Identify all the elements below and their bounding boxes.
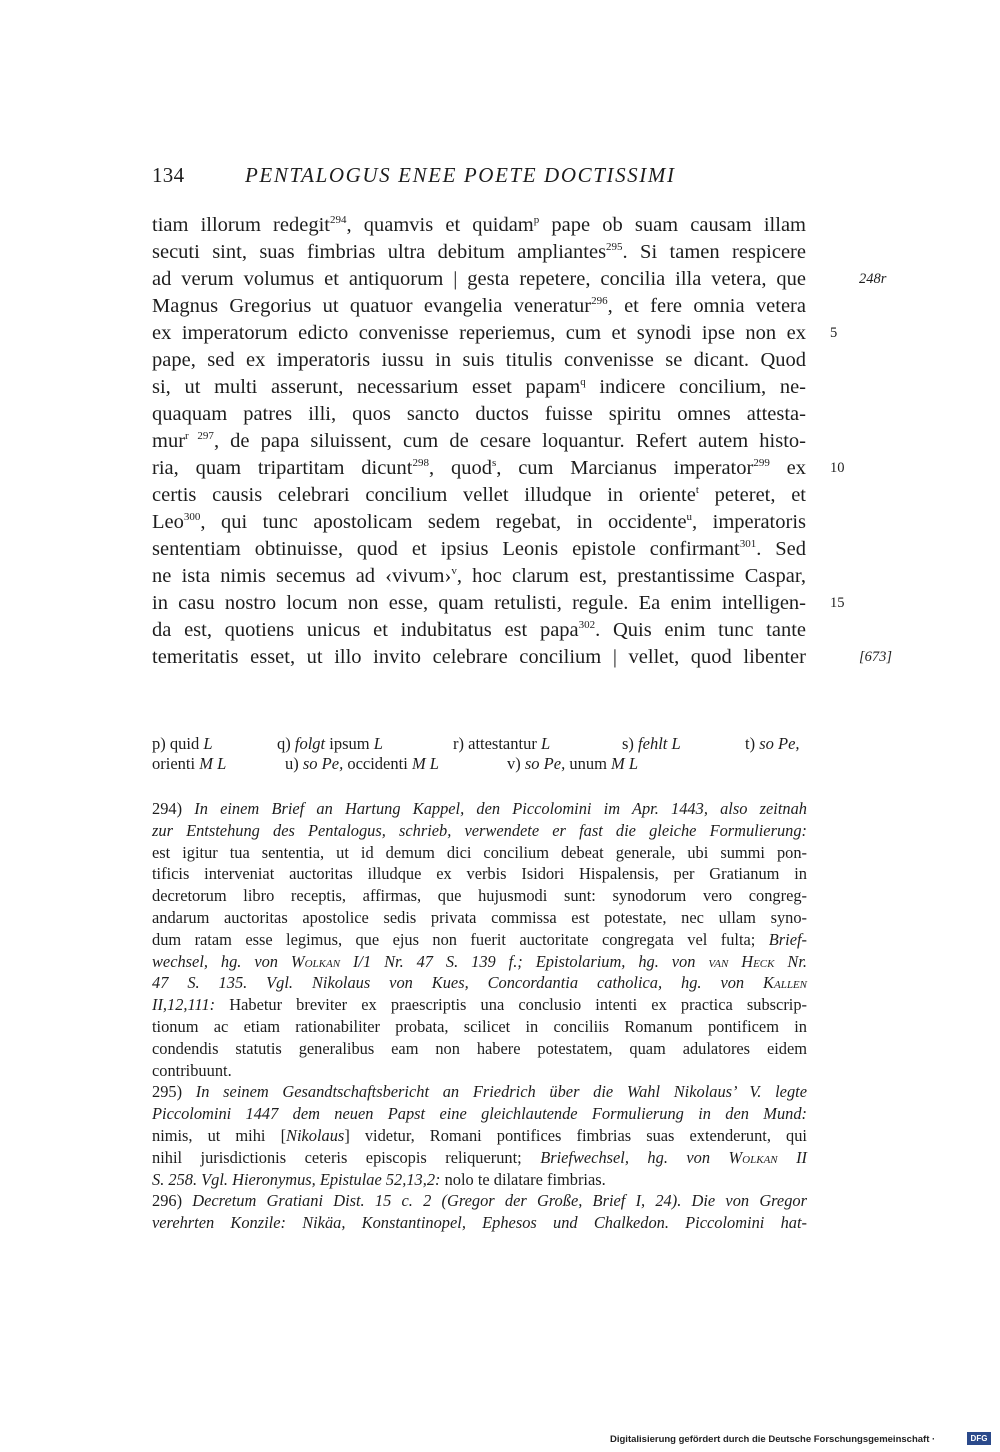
apparatus-entry: orienti M L [152, 754, 227, 773]
apparatus-entry: r) attestantur L [453, 734, 551, 753]
footnote-marker: 300 [183, 511, 201, 524]
footnote-line: 47 S. 135. Vgl. Nikolaus von Kues, Concordantia catholica, hg. von Kallen [152, 973, 807, 993]
page-number: 134 [152, 163, 185, 187]
text-line: tiam illorum redegit$^{294}$, quamvis et quidam$^p$ pape ob suam causam illam [152, 214, 806, 236]
footnote-line: verehrten Konzile: Nikäa, Konstantinopel, Ephesos und Chalkedon. Piccolomini hat- [152, 1213, 807, 1233]
text-line: pape, sed ex imperatoris iussu in suis titulis convenisse se dicant. Quod [152, 349, 806, 371]
text-line: Leo$^{300}$, qui tunc apostolicam sedem regebat, in occidente$^u$, imperatoris [152, 511, 806, 533]
apparatus-entry: s) fehlt L [622, 734, 681, 753]
folio-marker: [673] [859, 649, 893, 665]
text-line: da est, quotiens unicus et indubitatus est papa$^{302}$. Quis enim tunc tante [152, 619, 806, 641]
text-line: secuti sint, suas fimbrias ultra debitum ampliantes$^{295}$. Si tamen respicere [152, 241, 806, 263]
footnote-marker: s [491, 457, 497, 470]
apparatus-entry: p) quid L [152, 734, 213, 753]
footnote-marker: v [451, 565, 457, 578]
folio-marker: 248r [859, 271, 887, 287]
apparatus-row [152, 754, 807, 774]
text-line: sententiam obtinuisse, quod et ipsius Leonis epistole confirmant$^{301}$. Sed [152, 538, 807, 560]
text-line: ex imperatorum edicto convenisse reperiemus, cum et synodi ipse non ex [152, 322, 806, 344]
footnote-line: condendis statutis generalibus eam non habere potestatem, quam adulatores eidem [152, 1038, 807, 1058]
footnote-line: tionum ac etiam rationabiliter probata, scilicet in conciliis Romanum pontificem in [152, 1016, 807, 1036]
apparatus-entry: t) so Pe, [745, 734, 800, 753]
footnote-marker: 299 [753, 457, 770, 470]
footnote-marker: 298 [412, 457, 430, 470]
footnote-line: dum ratam esse legimus, que ejus non fuerit auctoritate congregata vel fulta; Brief- [152, 929, 807, 949]
text-line: Magnus Gregorius ut quatuor evangelia veneratur$^{296}$, et fere omnia vetera [152, 295, 806, 317]
footnote-marker: 302 [578, 619, 596, 632]
apparatus-row [152, 734, 807, 754]
footnote-line: nimis, ut mihi [Nikolaus] videtur, Romani pontifices fimbrias suas extenderunt, qui [152, 1125, 807, 1145]
footnote-marker: 296 [591, 295, 608, 308]
footnote-line: nihil jurisdictionis ceteris episcopis reliquerunt; Briefwechsel, hg. von Wolkan II [152, 1147, 808, 1167]
footnote-line: andarum auctoritas apostolice sedis privata commissa est potestate, nec ullam syno- [152, 907, 807, 927]
text-line: ne ista nimis secemus ad ‹vivum›$^v$, hoc clarum est, prestantissime Caspar, [152, 565, 806, 587]
line-number: 15 [830, 595, 845, 611]
apparatus-entry: v) so Pe, unum M L [507, 754, 639, 773]
footnote-line: wechsel, hg. von Wolkan I/1 Nr. 47 S. 139 f.; Epistolarium, hg. von van Heck Nr. [152, 951, 807, 971]
line-number: 10 [830, 460, 845, 476]
text-line: in casu nostro locum non esse, quam retulisti, regule. Ea enim intelligen- [152, 592, 806, 614]
footnote-line: 294) In einem Brief an Hartung Kappel, den Piccolomini im Apr. 1443, also zeitnah [152, 799, 807, 818]
apparatus-entry: q) folgt ipsum L [277, 734, 383, 753]
text-line: quaquam patres illi, quos sancto ductos fuisse spiritu omnes attesta- [152, 403, 806, 425]
footnote-line: decretorum libro receptis, affirmas, que hujusmodi sunt: synodorum vero congreg- [152, 886, 807, 906]
main-text [152, 212, 806, 671]
text-line: temeritatis esset, ut illo invito celebrare concilium | vellet, quod libenter [152, 646, 806, 668]
text-line: si, ut multi asserunt, necessarium esset papam$^q$ indicere concilium, ne- [152, 376, 807, 398]
footnote-line: Piccolomini 1447 dem neuen Papst eine gleichlautende Formulierung in den Mund: [152, 1104, 807, 1124]
footnote-line: II,12,111: Habetur breviter ex praescriptis una conclusio intenti ex practica subscrip- [152, 995, 807, 1015]
running-title: PENTALOGUS ENEE POETE DOCTISSIMI [245, 163, 676, 187]
dfg-funding-notice: Digitalisierung gefördert durch die Deutsche Forschungsgemeinschaft · [610, 1434, 936, 1445]
footnote-line: S. 258. Vgl. Hieronymus, Epistulae 52,13,2: nolo te dilatare fimbrias. [152, 1169, 606, 1189]
footnote-marker: r 297 [185, 430, 214, 443]
line-number: 5 [830, 325, 838, 341]
footnote-marker: 295 [606, 241, 623, 254]
footnote-marker: q [580, 376, 586, 389]
footnote-line: 295) In seinem Gesandtschaftsbericht an Friedrich über die Wahl Nikolaus’ V. legte [152, 1082, 807, 1102]
footnote-line: est igitur tua sententia, ut id demum dici concilium debeat generale, ubi summi pon- [152, 842, 807, 862]
footnote-marker: u [686, 511, 693, 524]
footnote-line: tificis interveniat auctoritas illudque ex verbis Isidori Hispalensis, per Gratianum in [152, 864, 807, 884]
apparatus-entry: u) so Pe, occidenti M L [285, 754, 439, 773]
footnote-marker: p [533, 214, 540, 227]
critical-apparatus [152, 734, 807, 774]
text-line: ad verum volumus et antiquorum | gesta repetere, concilia illa vetera, que [152, 268, 806, 290]
footnote-line: 296) Decretum Gratiani Dist. 15 c. 2 (Gregor der Große, Brief I, 24). Die von Gregor [152, 1191, 807, 1211]
footnotes [152, 798, 807, 1234]
page-header [152, 163, 852, 193]
footnote-marker: 301 [739, 538, 757, 551]
footnote-marker: t [695, 484, 699, 497]
text-line: certis causis celebrari concilium vellet illudque in oriente$^t$ peteret, et [152, 484, 807, 506]
text-line: ria, quam tripartitam dicunt$^{298}$, quod$^s$, cum Marcianus imperator$^{299}$ ex [152, 457, 807, 479]
footnote-line: zur Entstehung des Pentalogus, schrieb, verwendete er fast die gleiche Formulierung: [152, 820, 807, 840]
dfg-logo: DFG [967, 1432, 991, 1445]
text-line: mur$^{r 297}$, de papa siluissent, cum de cesare loquantur. Refert autem histo- [152, 430, 806, 452]
footnote-line: contribuunt. [152, 1060, 232, 1080]
footnote-marker: 294 [329, 214, 347, 227]
